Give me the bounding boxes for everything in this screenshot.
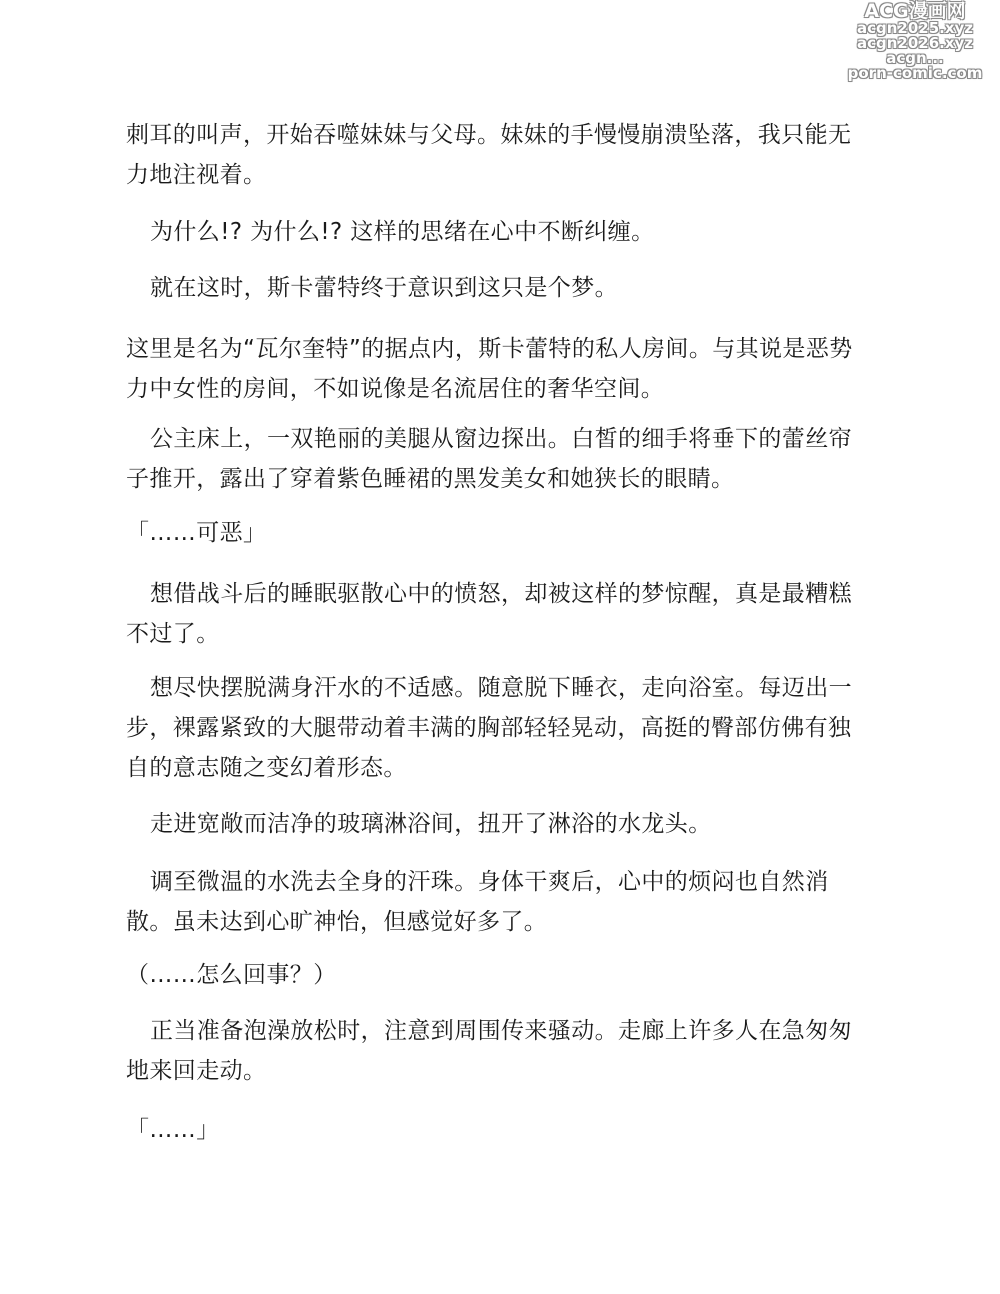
watermark-title: ACG漫画网: [864, 0, 966, 22]
watermark-url-4: porn-comic.com: [847, 64, 983, 82]
paragraph-1: 刺耳的叫声，开始吞噬妹妹与父母。妹妹的手慢慢崩溃坠落，我只能无力地注视着。: [126, 122, 852, 188]
paragraph-11: （……怎么回事？）: [126, 962, 337, 988]
paragraph-12: 正当准备泡澡放松时，注意到周围传来骚动。走廊上许多人在急匆匆地来回走动。: [126, 1018, 852, 1084]
paragraph-3: 就在这时，斯卡蕾特终于意识到这只是个梦。: [150, 275, 618, 301]
paragraph-6: 「……可恶」: [126, 520, 267, 546]
paragraph-5: 公主床上，一双艳丽的美腿从窗边探出。白皙的细手将垂下的蕾丝帘子推开，露出了穿着紫色睡裙的黑发美女和她狭长的眼睛。: [126, 426, 852, 492]
watermark-url-1: acgn2025.xyz: [856, 19, 974, 37]
watermark-url-3: acgn...: [886, 49, 944, 67]
paragraph-9: 走进宽敞而洁净的玻璃淋浴间，扭开了淋浴的水龙头。: [150, 811, 712, 837]
paragraph-13: 「……」: [126, 1117, 220, 1143]
paragraph-8: 想尽快摆脱满身汗水的不适感。随意脱下睡衣，走向浴室。每迈出一步，裸露紧致的大腿带动着丰满的胸部轻轻晃动，高挺的臀部仿佛有独自的意志随之变幻着形态。: [126, 675, 852, 781]
paragraph-2: 为什么!? 为什么!? 这样的思绪在心中不断纠缠。: [150, 219, 655, 245]
paragraph-10: 调至微温的水洗去全身的汗珠。身体干爽后，心中的烦闷也自然消散。虽未达到心旷神怡，但感觉好多了。: [126, 869, 829, 935]
paragraph-7: 想借战斗后的睡眠驱散心中的愤怒，却被这样的梦惊醒，真是最糟糕不过了。: [126, 581, 852, 647]
watermark-url-2: acgn2026.xyz: [856, 34, 974, 52]
paragraph-4: 这里是名为“瓦尔奎特”的据点内，斯卡蕾特的私人房间。与其说是恶势力中女性的房间，不如说像是名流居住的奢华空间。: [126, 336, 853, 402]
